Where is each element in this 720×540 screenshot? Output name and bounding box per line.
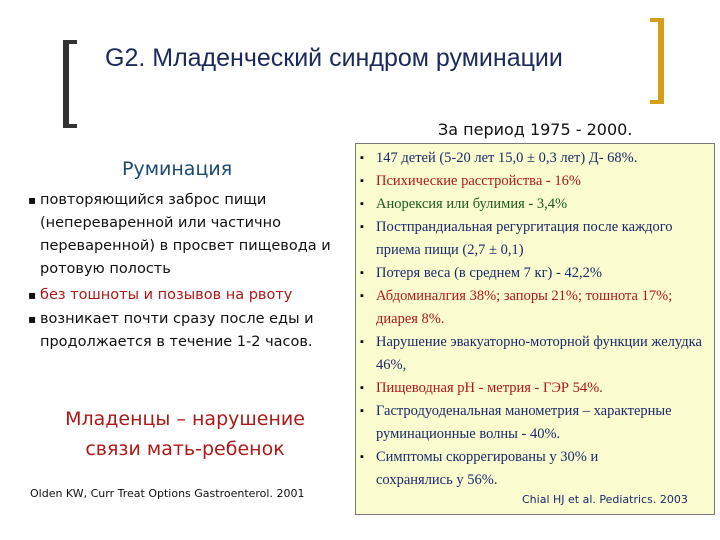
right-citation: Chial HJ et al. Pediatrics. 2003	[522, 493, 688, 506]
bullet-square-icon: ▪	[360, 405, 364, 417]
bullet-square-icon: ▪	[360, 290, 364, 302]
left-bracket-decoration	[63, 40, 77, 128]
bullet-square-icon: ▪	[360, 267, 364, 279]
finding-item: ▪ 147 детей (5-20 лет 15,0 ± 0,3 лет) Д- 68%.	[360, 147, 705, 170]
bullet-square-icon: ▪	[28, 312, 37, 326]
bullet-square-icon: ▪	[28, 193, 37, 207]
bullet-square-icon: ▪	[360, 221, 364, 233]
bullet-square-icon: ▪	[360, 382, 364, 394]
finding-item: ▪ Гастродуоденальная манометрия – характерные руминационные волны - 40%.	[360, 400, 705, 446]
bullet-square-icon: ▪	[360, 451, 364, 463]
bullet-square-icon: ▪	[360, 175, 364, 187]
finding-item: ▪ Анорексия или булимия - 3,4%	[360, 193, 705, 216]
slide-title: G2. Младенческий синдром руминации	[105, 44, 563, 72]
finding-item: ▪ Психические расстройства - 16%	[360, 170, 705, 193]
finding-item: ▪ Потеря веса (в среднем 7 кг) - 42,2%	[360, 262, 705, 285]
left-citation: Olden KW, Curr Treat Options Gastroenterol. 2001	[30, 487, 305, 500]
finding-item: ▪ Постпрандиальная регургитация после каждого приема пищи (2,7 ± 0,1)	[360, 216, 705, 262]
bullet-square-icon: ▪	[360, 336, 364, 348]
bullet-square-icon: ▪	[360, 198, 364, 210]
finding-item: ▪ Пищеводная рН - метрия - ГЭР 54%.	[360, 377, 705, 400]
finding-item: ▪ Абдоминалгия 38%; запоры 21%; тошнота 17%; диарея 8%.	[360, 285, 705, 331]
bullet-square-icon: ▪	[360, 152, 364, 164]
bullet-square-icon: ▪	[28, 288, 37, 302]
left-bullet: ▪ без тошноты и позывов на рвоту	[28, 284, 340, 307]
period-heading: За период 1975 - 2000.	[438, 120, 633, 139]
left-bullet: ▪ повторяющийся заброс пищи (непереваренной или частично переваренной) в просвет пищевода и ротовую полость	[28, 189, 340, 281]
finding-item: ▪ Симптомы скоррегированы у 30% и сохранялись у 56%.	[360, 446, 705, 492]
finding-item: ▪ Нарушение эвакуаторно-моторной функции желудка 46%,	[360, 331, 705, 377]
infants-note: Младенцы – нарушение связи мать-ребенок	[65, 408, 305, 460]
rumination-heading: Руминация	[122, 158, 233, 180]
left-bullet: ▪ возникает почти сразу после еды и продолжается в течение 1-2 часов.	[28, 308, 340, 354]
right-bracket-decoration	[650, 18, 664, 104]
